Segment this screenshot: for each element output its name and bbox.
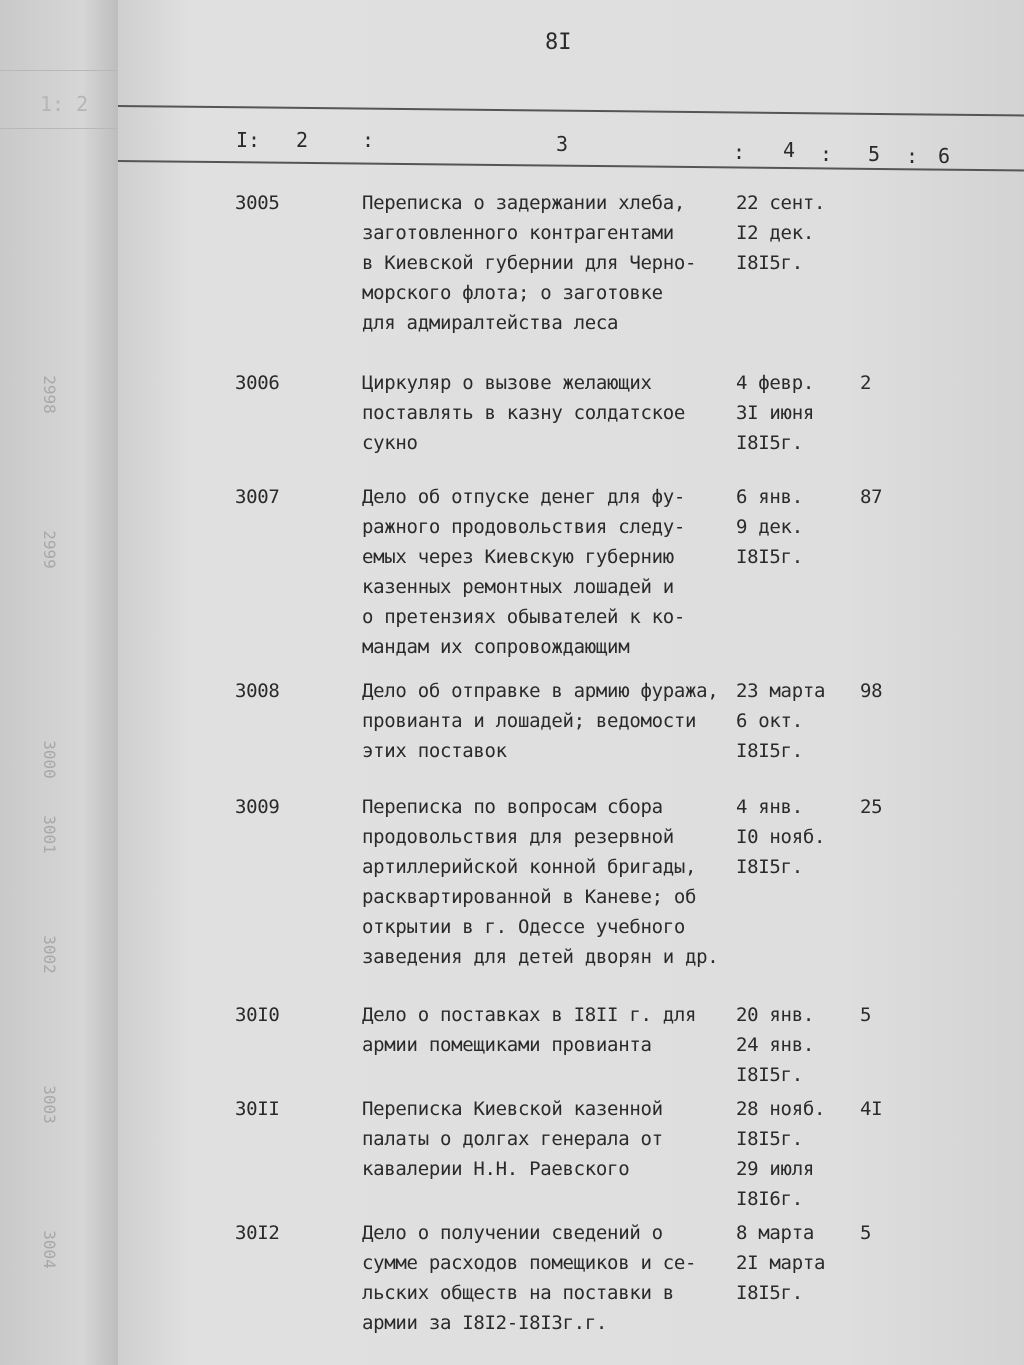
date-line: 4 янв. [736,796,803,818]
header-bottom-rule [118,160,1024,171]
entry-number: 30II [235,1098,280,1120]
description-line: о претензиях обывателей к ко- [362,606,686,628]
entry-dates [736,1094,825,1214]
description-line: в Киевской губернии для Черно- [362,252,697,274]
entry-description [362,188,732,338]
description-line: провианта и лошадей; ведомости [362,710,697,732]
entry-number: 3005 [235,192,280,214]
description-line: мандам их сопровождающим [362,636,630,658]
date-line: I8I5г. [736,252,803,274]
bleed-number: 2999 [39,530,59,569]
date-line: 4 февр. [736,372,814,394]
description-line: Циркуляр о вызове желающих [362,372,652,394]
date-line: 20 янв. [736,1004,814,1026]
description-line: казенных ремонтных лошадей и [362,576,674,598]
date-line: 28 нояб. [736,1098,826,1120]
bleed-number: 3001 [39,815,59,854]
description-line: Переписка по вопросам сбора [362,796,663,818]
date-line: I8I5г. [736,546,803,568]
bleed-number: 3000 [39,740,59,779]
entry-dates [736,188,825,278]
entry-description [362,368,732,458]
left-page-rule [0,70,118,71]
description-line: расквартированной в Каневе; об [362,886,697,908]
date-line: I8I5г. [736,740,803,762]
left-page-rule [0,128,118,129]
description-line: морского флота; о заготовке [362,282,663,304]
column-header: 6 [938,144,951,168]
entry-number: 3009 [235,796,280,818]
date-line: 22 сент. [736,192,826,214]
date-line: 24 янв. [736,1034,814,1056]
entry-sheet-count: 5 [860,1222,872,1244]
entry-number: 3008 [235,680,280,702]
description-line: сукно [362,432,418,454]
description-line: емых через Киевскую губернию [362,546,674,568]
entry-sheet-count: 87 [860,486,883,508]
description-line: заведения для детей дворян и др. [362,946,719,968]
description-line: Дело о получении сведений о [362,1222,663,1244]
date-line: 2I марта [736,1252,826,1274]
date-line: 9 дек. [736,516,803,538]
date-line: 3I июня [736,402,814,424]
entry-dates [736,482,803,572]
description-line: палаты о долгах генерала от [362,1128,663,1150]
date-line: I8I5г. [736,856,803,878]
entry-dates [736,1218,825,1308]
date-line: 29 июля [736,1158,814,1180]
description-line: поставлять в казну солдатское [362,402,686,424]
description-line: Дело об отправке в армию фуража, [362,680,719,702]
description-line: заготовленного контрагентами [362,222,674,244]
date-line: I8I5г. [736,1128,803,1150]
description-line: продовольствия для резервной [362,826,674,848]
entry-number: 3007 [235,486,280,508]
column-header: 2 [296,128,309,152]
entry-dates [736,676,825,766]
entry-number: 30I0 [235,1004,280,1026]
entry-dates [736,792,825,882]
entry-sheet-count: 98 [860,680,883,702]
column-header: : [906,144,919,168]
date-line: I8I6г. [736,1188,803,1210]
description-line: Дело о поставках в I8II г. для [362,1004,697,1026]
column-header: 5 [868,142,881,166]
entry-number: 30I2 [235,1222,280,1244]
column-header: I: [236,128,261,152]
date-line: I0 нояб. [736,826,826,848]
entry-dates [736,1000,814,1090]
description-line: армии помещиками провианта [362,1034,652,1056]
column-header: : [362,128,375,152]
description-line: Переписка о задержании хлеба, [362,192,686,214]
page-number: 8I [545,30,572,55]
entry-description [362,676,732,766]
bleed-number: 3003 [39,1085,59,1124]
description-line: ражного продовольствия следу- [362,516,686,538]
entry-description [362,1000,732,1060]
entry-description [362,1094,732,1184]
entry-sheet-count: 25 [860,796,883,818]
date-line: 23 марта [736,680,826,702]
date-line: 6 окт. [736,710,803,732]
document-page [118,0,1024,1365]
bleed-number: 2998 [39,375,59,414]
description-line: сумме расходов помещиков и се- [362,1252,697,1274]
description-line: этих поставок [362,740,507,762]
date-line: I8I5г. [736,1064,803,1086]
entry-sheet-count: 5 [860,1004,872,1026]
entry-number: 3006 [235,372,280,394]
entry-description [362,1218,732,1338]
entry-description [362,792,732,972]
entry-sheet-count: 2 [860,372,872,394]
header-top-rule [118,105,1024,116]
description-line: Дело об отпуске денег для фу- [362,486,686,508]
entry-sheet-count: 4I [860,1098,883,1120]
column-header: 3 [556,132,569,156]
description-line: артиллерийской конной бригады, [362,856,697,878]
date-line: 8 марта [736,1222,814,1244]
column-header: : [733,140,746,164]
column-header: : [820,142,833,166]
date-line: I8I5г. [736,1282,803,1304]
date-line: 6 янв. [736,486,803,508]
entry-dates [736,368,814,458]
bleed-number: 3002 [39,935,59,974]
entry-description [362,482,732,662]
description-line: армии за I8I2-I8I3г.г. [362,1312,608,1334]
description-line: льских обществ на поставки в [362,1282,674,1304]
date-line: I8I5г. [736,432,803,454]
description-line: Переписка Киевской казенной [362,1098,663,1120]
description-line: для адмиралтейства леса [362,312,619,334]
description-line: кавалерии Н.Н. Раевского [362,1158,630,1180]
previous-page-edge [0,0,118,1365]
column-header: 4 [783,138,796,162]
bleed-number: 3004 [39,1230,59,1269]
left-page-header: 1: 2 [40,92,89,116]
description-line: открытии в г. Одессе учебного [362,916,686,938]
date-line: I2 дек. [736,222,814,244]
